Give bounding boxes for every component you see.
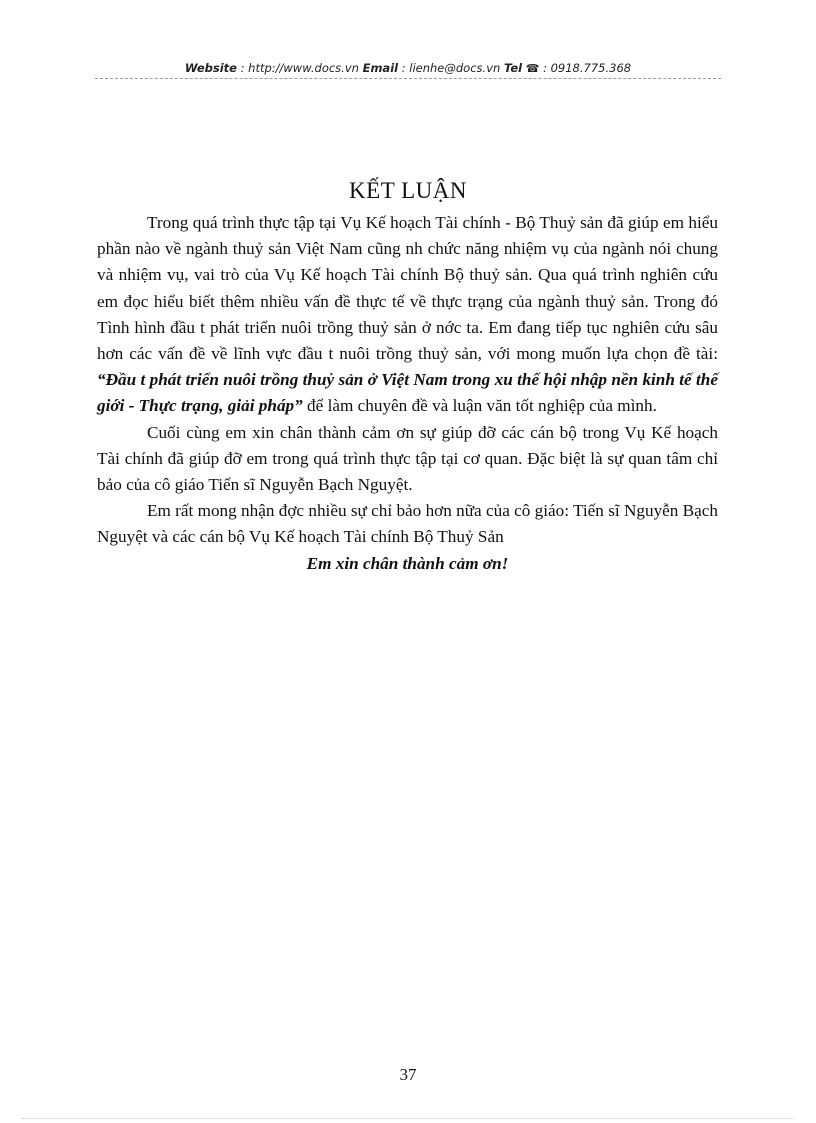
email-separator: : — [398, 61, 410, 75]
bottom-divider — [22, 1118, 794, 1119]
closing-line: Em xin chân thành cảm ơn! — [306, 553, 509, 573]
email-label: Email — [362, 61, 399, 75]
document-body — [97, 210, 718, 577]
paragraph-1 — [97, 210, 718, 420]
thesis-topic: “Đầu t phát triển nuôi trồng thuỷ sản ở Việt Nam trong xu thế hội nhập nền kinh tế thế giới - Thực trạng, giải pháp” — [97, 370, 718, 416]
email-address[interactable]: lienhe@docs.vn — [409, 61, 501, 75]
website-url[interactable]: http://www.docs.vn — [248, 61, 359, 75]
paragraph-2: Cuối cùng em xin chân thành cảm ơn sự giúp đỡ các cán bộ trong Vụ Kế hoạch Tài chính đã giúp đỡ em trong quá trình thực tập tại cơ quan. Đặc biệt là sự quan tâm chỉ bảo của cô giáo Tiến sĩ Nguyễn Bạch Nguyệt. — [97, 422, 718, 495]
website-label: Website — [184, 61, 237, 75]
telephone-icon: ☎ — [525, 62, 540, 75]
website-separator: : — [236, 61, 249, 75]
paragraph-1-intro: Trong quá trình thực tập tại Vụ Kế hoạch Tài chính - Bộ Thuỷ sản đã giúp em hiểu phần nào về ngành thuỷ sản Việt Nam cũng nh chức năng nhiệm vụ của ngành nói chung và nhiệm vụ, vai trò của Vụ Kế hoạch Tài chính Bộ thuỷ sản. Qua quá trình nghiên cứu em đọc hiểu biết thêm nhiều vấn đề thực tế về thực trạng của ngành thuỷ sản. Trong đó Tình hình đầu t phát triển nuôi trồng thuỷ sản ở nớc ta. Em đang tiếp tục nghiên cứu sâu hơn các vấn đề về lĩnh vực đầu t nuôi trồng thuỷ sản, với mong muốn lựa chọn đề tài: — [97, 213, 718, 364]
paragraph-1-end: để làm chuyên đề và luận văn tốt nghiệp của mình. — [302, 396, 657, 416]
tel-label: Tel — [503, 61, 523, 75]
document-title: KẾT LUẬN — [349, 178, 467, 203]
tel-separator: : — [539, 61, 551, 75]
paragraph-3: Em rất mong nhận đợc nhiều sự chỉ bảo hơn nữa của cô giáo: Tiến sĩ Nguyễn Bạch Nguyệt và các cán bộ Vụ Kế hoạch Tài chính Bộ Thuỷ Sản — [97, 501, 718, 547]
page-header — [95, 61, 721, 79]
page-number: 37 — [399, 1065, 417, 1084]
tel-number: 0918.775.368 — [550, 61, 632, 75]
